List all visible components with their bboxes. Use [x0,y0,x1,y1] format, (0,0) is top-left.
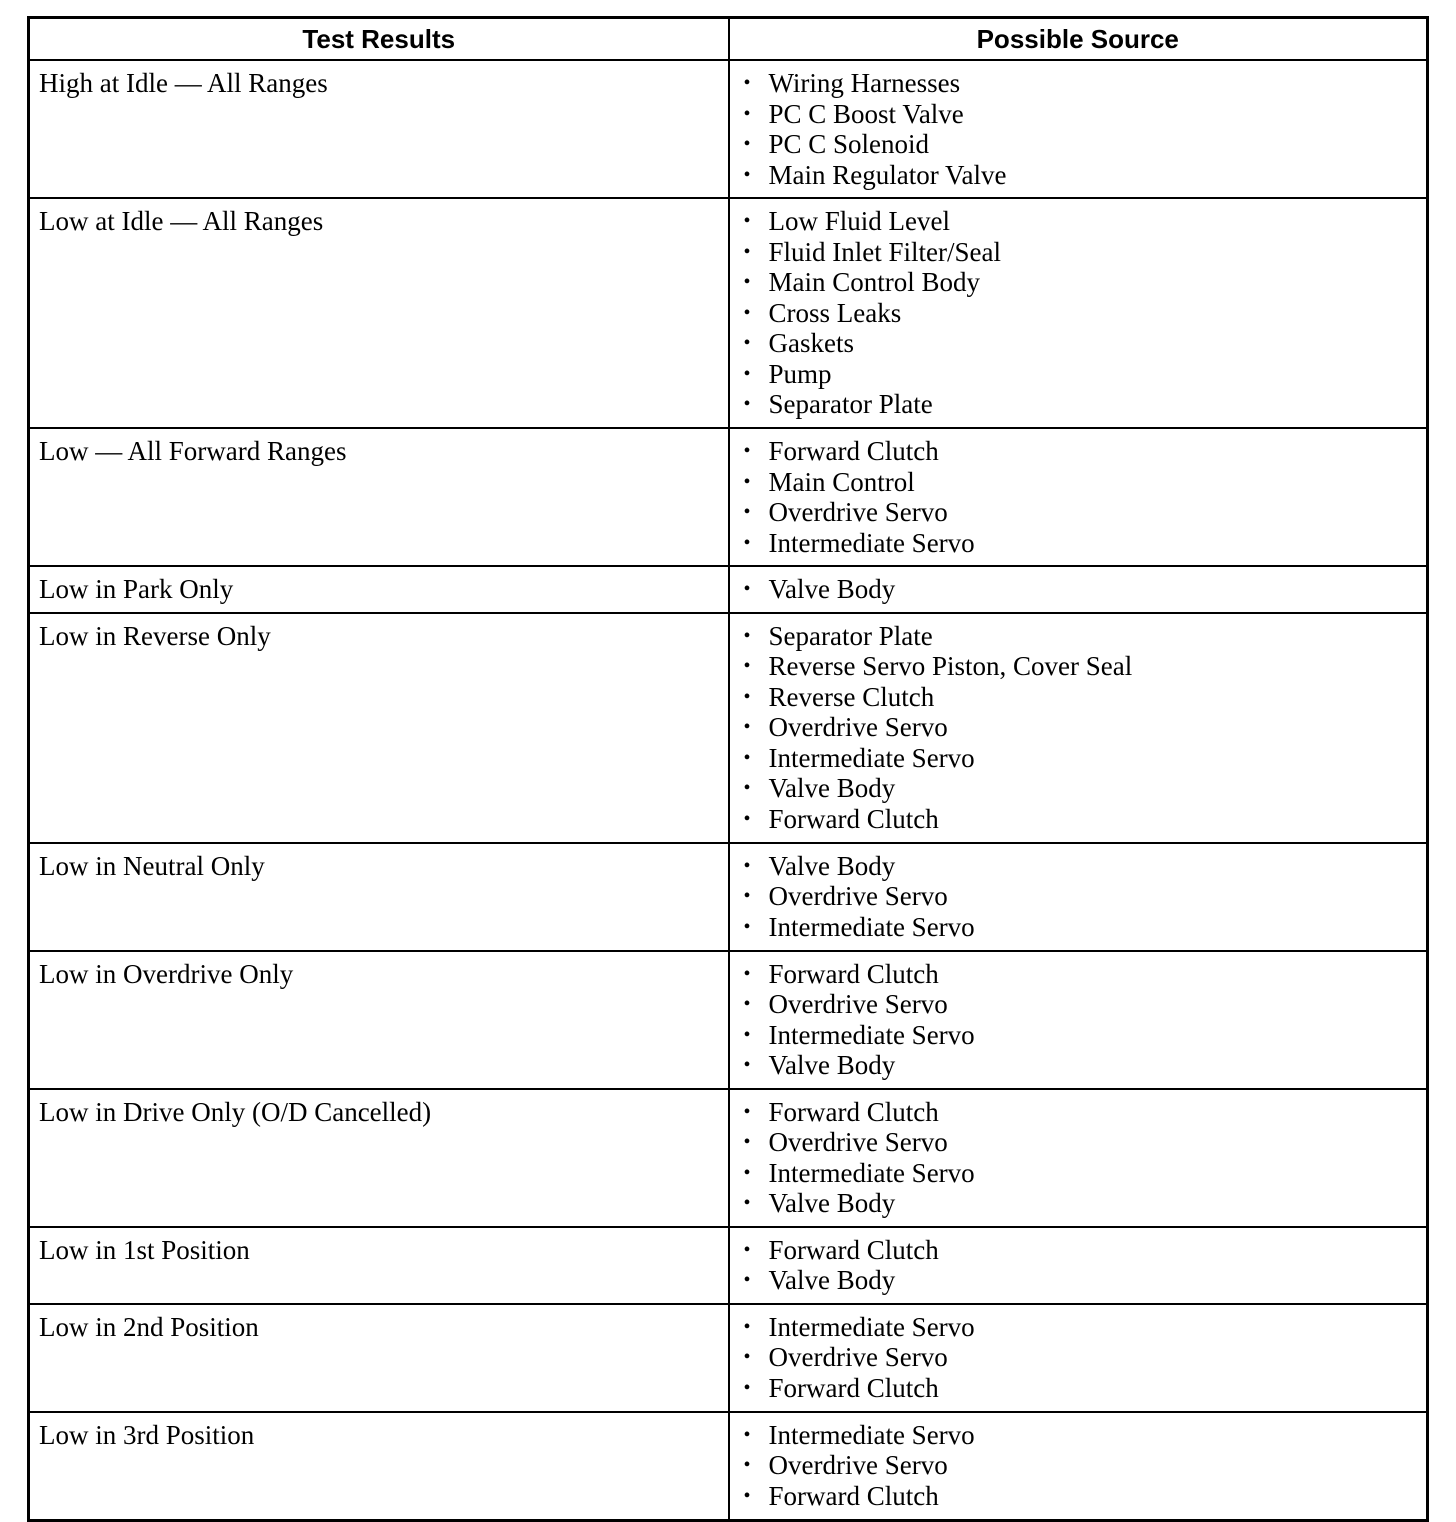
possible-source-cell [729,566,1428,613]
source-label: Forward Clutch [768,1372,939,1403]
bullet-icon: • [743,1023,751,1046]
list-item [744,682,1419,713]
list-item [744,912,1419,943]
test-result-cell: Low at Idle — All Ranges [29,198,729,428]
possible-source-cell [729,1304,1428,1412]
list-item [744,389,1419,420]
header-row [29,18,1428,61]
source-label: Main Control Body [768,267,981,297]
source-label: Intermediate Servo [768,1311,975,1342]
possible-source-cell [729,428,1428,566]
bullet-icon: • [743,1315,751,1338]
bullet-icon: • [743,746,751,769]
source-label: Forward Clutch [768,1096,939,1127]
list-item [744,1265,1419,1296]
list-item [744,1312,1419,1343]
list-item [744,129,1419,160]
table-row [29,198,1428,428]
source-label: Forward Clutch [768,436,939,466]
source-label: PC C Boost Valve [768,98,964,129]
list-item [744,1235,1419,1266]
test-result-cell: High at Idle — All Ranges [29,60,729,198]
source-list [744,1235,1419,1296]
source-list [744,1420,1419,1512]
source-label: Valve Body [768,773,896,803]
bullet-icon: • [743,1238,751,1261]
source-label: Fluid Inlet Filter/Seal [768,236,1001,267]
test-result-cell: Low in Overdrive Only [29,951,729,1089]
bullet-icon: • [743,72,751,94]
bullet-icon: • [743,685,751,708]
source-list [744,621,1419,835]
source-label: Gaskets [768,328,854,358]
possible-source-cell [729,951,1428,1089]
possible-source-cell [729,60,1428,198]
bullet-icon: • [743,1100,751,1123]
list-item [744,1020,1419,1051]
source-label: Overdrive Servo [768,881,948,911]
list-item [744,160,1419,191]
bullet-icon: • [743,624,751,647]
source-list [744,959,1419,1081]
list-item [744,528,1419,559]
bullet-icon: • [743,133,751,155]
bullet-icon: • [743,531,751,554]
table-row [29,1227,1428,1304]
source-label: Valve Body [768,574,896,604]
source-label: Intermediate Servo [768,1157,975,1188]
bullet-icon: • [743,440,751,462]
table-row [29,566,1428,613]
bullet-icon: • [743,1454,751,1476]
source-label: Overdrive Servo [768,497,948,527]
source-list [744,1312,1419,1404]
list-item [744,1188,1419,1219]
list-item [744,804,1419,835]
test-result-cell: Low in 3rd Position [29,1412,729,1521]
source-label: Reverse Servo Piston, Cover Seal [768,651,1133,681]
bullet-icon: • [743,1423,751,1446]
table-row [29,1089,1428,1227]
source-list [744,574,1419,605]
source-label: Forward Clutch [768,958,939,989]
bullet-icon: • [743,993,751,1015]
list-item [744,436,1419,467]
header-possible-source: Possible Source [729,18,1428,61]
list-item [744,267,1419,298]
table-row [29,428,1428,566]
list-item [744,1097,1419,1128]
list-item [744,1481,1419,1512]
pressure-test-results-table [27,16,1429,1522]
bullet-icon: • [743,1376,751,1399]
bullet-icon: • [743,854,751,877]
source-label: Overdrive Servo [768,989,948,1019]
bullet-icon: • [743,915,751,938]
list-item [744,298,1419,329]
possible-source-cell [729,198,1428,428]
list-item [744,1158,1419,1189]
table-row [29,1304,1428,1412]
bullet-icon: • [743,1131,751,1153]
list-item [744,99,1419,130]
list-item [744,773,1419,804]
source-label: Overdrive Servo [768,1342,948,1372]
source-list [744,206,1419,420]
source-label: Reverse Clutch [768,681,935,712]
source-label: Intermediate Servo [768,1419,975,1450]
list-item [744,651,1419,682]
bullet-icon: • [743,655,751,677]
source-label: PC C Solenoid [768,129,930,159]
list-item [744,467,1419,498]
source-label: Valve Body [768,1265,896,1295]
source-label: Separator Plate [768,389,933,419]
possible-source-cell [729,1089,1428,1227]
list-item [744,712,1419,743]
source-label: Pump [768,358,832,389]
source-label: Intermediate Servo [768,911,975,942]
source-list [744,436,1419,558]
bullet-icon: • [743,470,751,493]
source-label: Overdrive Servo [768,712,948,742]
list-item [744,237,1419,268]
list-item [744,621,1419,652]
header-test-results: Test Results [29,18,729,61]
bullet-icon: • [743,102,751,125]
test-result-cell: Low in 2nd Position [29,1304,729,1412]
test-result-cell: Low in Neutral Only [29,843,729,951]
list-item [744,497,1419,528]
bullet-icon: • [743,1054,751,1076]
source-label: Valve Body [768,1050,896,1080]
list-item [744,1127,1419,1158]
source-label: Overdrive Servo [768,1127,948,1157]
source-label: Intermediate Servo [768,1019,975,1050]
list-item [744,851,1419,882]
source-label: Valve Body [768,850,896,881]
table-row [29,613,1428,843]
possible-source-cell [729,613,1428,843]
bullet-icon: • [743,362,751,385]
list-item [744,743,1419,774]
source-list [744,68,1419,190]
list-item [744,1420,1419,1451]
bullet-icon: • [743,271,751,293]
bullet-icon: • [743,716,751,738]
source-label: Cross Leaks [768,297,902,328]
source-list [744,1097,1419,1219]
source-label: Wiring Harnesses [768,68,961,98]
list-item [744,959,1419,990]
test-result-cell: Low in 1st Position [29,1227,729,1304]
bullet-icon: • [743,301,751,324]
bullet-icon: • [743,501,751,523]
bullet-icon: • [743,332,751,354]
bullet-icon: • [743,807,751,830]
table-row [29,843,1428,951]
bullet-icon: • [743,578,751,600]
test-result-cell: Low in Reverse Only [29,613,729,843]
bullet-icon: • [743,1269,751,1291]
bullet-icon: • [743,240,751,263]
list-item [744,1050,1419,1081]
list-item [744,1342,1419,1373]
list-item [744,881,1419,912]
source-label: Intermediate Servo [768,742,975,773]
possible-source-cell [729,1227,1428,1304]
bullet-icon: • [743,1161,751,1184]
table-row [29,60,1428,198]
document-page [27,16,1426,1522]
test-result-cell: Low — All Forward Ranges [29,428,729,566]
list-item [744,1450,1419,1481]
possible-source-cell [729,1412,1428,1521]
bullet-icon: • [743,885,751,907]
list-item [744,1373,1419,1404]
source-label: Main Regulator Valve [768,159,1007,190]
source-label: Intermediate Servo [768,527,975,558]
source-label: Main Control [768,466,915,497]
source-label: Separator Plate [768,620,933,651]
bullet-icon: • [743,1346,751,1368]
list-item [744,68,1419,99]
possible-source-cell [729,843,1428,951]
bullet-icon: • [743,210,751,232]
bullet-icon: • [743,1484,751,1507]
list-item [744,574,1419,605]
bullet-icon: • [743,1192,751,1214]
bullet-icon: • [743,393,751,415]
list-item [744,206,1419,237]
bullet-icon: • [743,777,751,799]
table-row [29,1412,1428,1521]
list-item [744,328,1419,359]
test-result-cell: Low in Park Only [29,566,729,613]
test-result-cell: Low in Drive Only (O/D Cancelled) [29,1089,729,1227]
source-label: Forward Clutch [768,803,939,834]
bullet-icon: • [743,962,751,985]
source-list [744,851,1419,943]
list-item [744,359,1419,390]
list-item [744,989,1419,1020]
source-label: Forward Clutch [768,1234,939,1265]
source-label: Overdrive Servo [768,1450,948,1480]
source-label: Forward Clutch [768,1480,939,1511]
source-label: Low Fluid Level [768,206,950,236]
table-row [29,951,1428,1089]
source-label: Valve Body [768,1188,896,1218]
bullet-icon: • [743,163,751,186]
